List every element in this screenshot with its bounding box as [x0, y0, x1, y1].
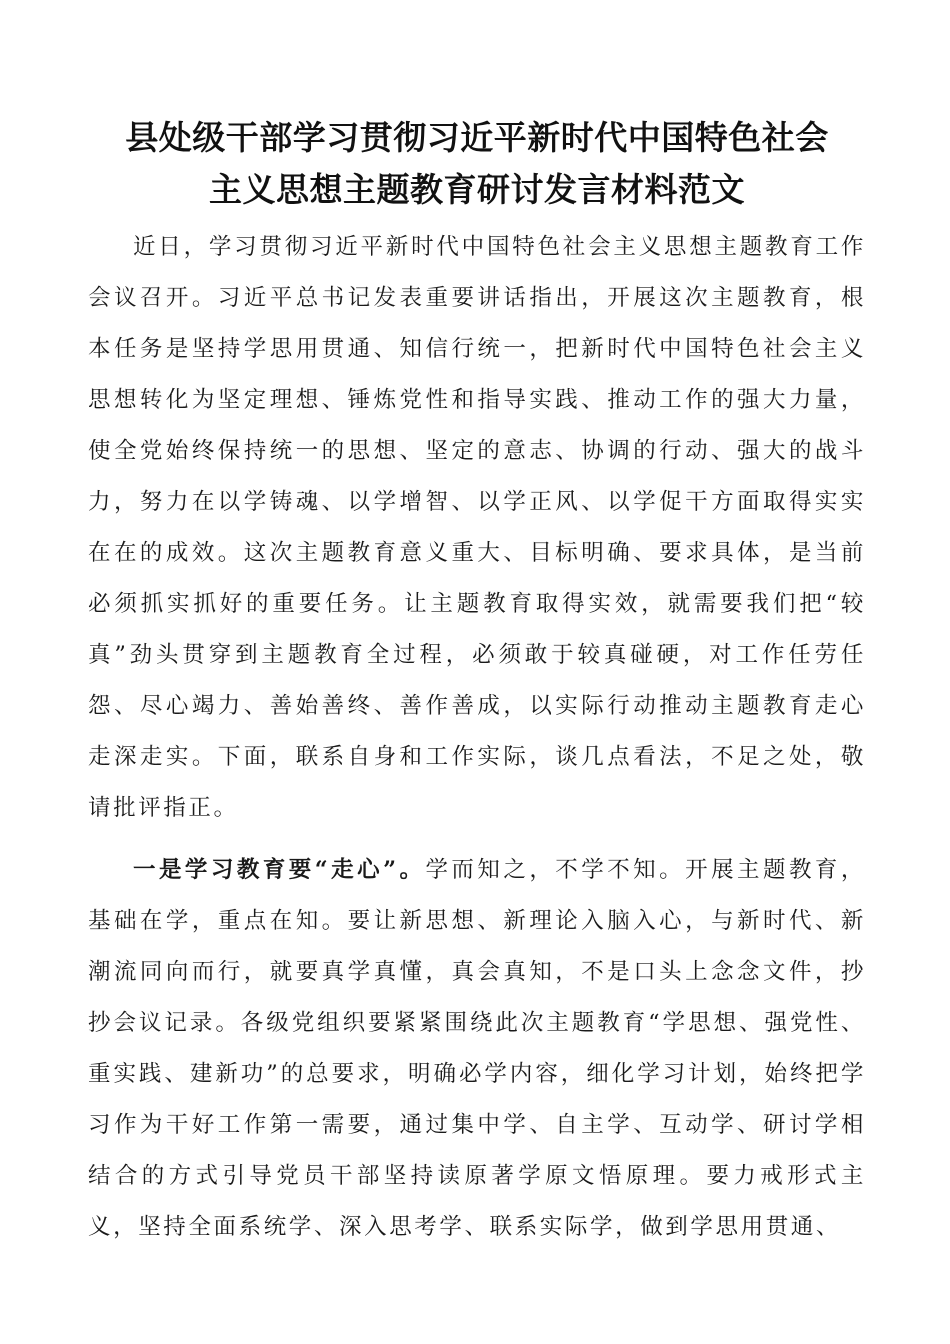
title-line-1: 县处级干部学习贯彻习近平新时代中国特色社会 — [125, 118, 829, 157]
document-page — [88, 112, 866, 1253]
section-one-paragraph — [88, 845, 866, 1253]
section-one-text: 学而知之，不学不知。开展主题教育，基础在学，重点在知。要让新思想、新理论入脑入心，与新时代、新潮流同向而行，就要真学真懂，真会真知，不是口头上念念文件，抄抄会议记录。各级党组织要紧紧围绕此次主题教育“学思想、强党性、重实践、建新功”的总要求，明确必学内容，细化学习计划，始终把学习作为干好工作第一需要，通过集中学、自主学、互动学、研讨学相结合的方式引导党员干部坚持读原著学原文悟原理。要力戒形式主义，坚持全面系统学、深入思考学、联系实际学，做到学思用贯通、 — [88, 857, 866, 1240]
document-title — [88, 112, 866, 216]
document-body — [88, 222, 866, 1253]
intro-paragraph: 近日，学习贯彻习近平新时代中国特色社会主义思想主题教育工作会议召开。习近平总书记发表重要讲话指出，开展这次主题教育，根本任务是坚持学思用贯通、知信行统一，把新时代中国特色社会主义思想转化为坚定理想、锤炼党性和指导实践、推动工作的强大力量，使全党始终保持统一的思想、坚定的意志、协调的行动、强大的战斗力，努力在以学铸魂、以学增智、以学正风、以学促干方面取得实实在在的成效。这次主题教育意义重大、目标明确、要求具体，是当前必须抓实抓好的重要任务。让主题教育取得实效，就需要我们把“较真”劲头贯穿到主题教育全过程，必须敢于较真碰硬，对工作任劳任怨、尽心竭力、善始善终、善作善成，以实际行动推动主题教育走心走深走实。下面，联系自身和工作实际，谈几点看法，不足之处，敬请批评指正。 — [88, 234, 866, 821]
title-line-2: 主义思想主题教育研讨发言材料范文 — [209, 170, 745, 209]
section-one-heading: 一是学习教育要“走心”。 — [133, 857, 426, 883]
